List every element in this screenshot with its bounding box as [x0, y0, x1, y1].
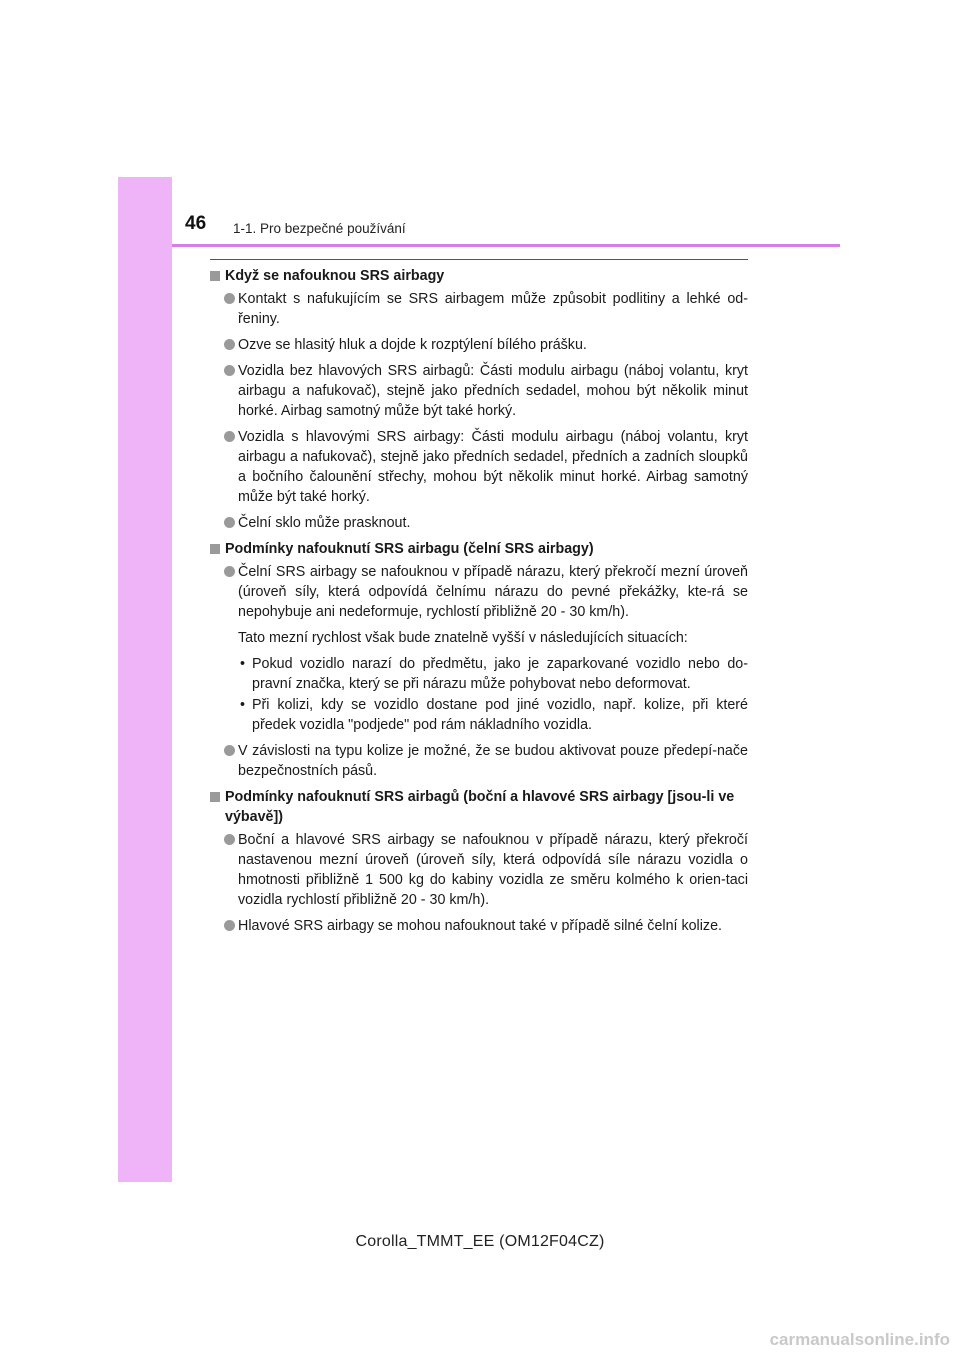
section-heading [210, 539, 748, 559]
list-item [210, 562, 748, 622]
list-item-text: Čelní SRS airbagy se nafouknou v případě nárazu, který překročí mezní úroveň (úroveň síly, která odpovídá čelnímu nárazu do pevné překážky, kte-rá se nepohybuje ani nedeformuje, rychlostí přibližně 20 - 30 km/h). [238, 564, 748, 620]
circle-bullet-icon [224, 517, 235, 528]
circle-bullet-icon [224, 431, 235, 442]
circle-bullet-icon [224, 920, 235, 931]
page-number: 46 [185, 213, 207, 234]
circle-bullet-icon [224, 566, 235, 577]
circle-bullet-icon [224, 365, 235, 376]
heading-text: Když se nafouknou SRS airbagy [225, 268, 445, 284]
dot-mark: • [240, 697, 246, 713]
list-item-text: Boční a hlavové SRS airbagy se nafouknou v případě nárazu, který překročí nastavenou mezní úroveň (úroveň síly, která odpovídá síle nárazu vozidla o hmotnosti přibližně 1 500 kg do kabiny vozidla ze směru kolmého k orien-taci vozidla rychlostí přibližně 20 - 30 km/h). [238, 832, 748, 908]
paragraph: Tato mezní rychlost však bude znatelně vyšší v následujících situacích: [238, 630, 688, 646]
list-item [210, 427, 748, 507]
circle-bullet-icon [224, 834, 235, 845]
side-tab [118, 177, 172, 1182]
page-content [210, 266, 748, 942]
list-item [210, 335, 748, 355]
sub-list-item [210, 654, 748, 694]
list-item-text: V závislosti na typu kolize je možné, že se budou aktivovat pouze předepí-nače bezpečnostních pásů. [238, 743, 748, 779]
sub-list-item [210, 695, 748, 735]
heading-text: Podmínky nafouknutí SRS airbagů (boční a hlavové SRS airbagy [jsou-li ve výbavě]) [225, 789, 735, 825]
list-item [210, 830, 748, 910]
circle-bullet-icon [224, 745, 235, 756]
list-item-text: Ozve se hlasitý hluk a dojde k rozptýlení bílého prášku. [238, 337, 587, 353]
circle-bullet-icon [224, 293, 235, 304]
footer-document-code: Corolla_TMMT_EE (OM12F04CZ) [355, 1233, 605, 1250]
list-item [210, 741, 748, 781]
dot-mark: • [240, 656, 246, 672]
list-item [210, 361, 748, 421]
list-item-text: Hlavové SRS airbagy se mohou nafouknout také v případě silné čelní kolize. [238, 918, 722, 934]
section-heading [210, 787, 748, 827]
list-item [210, 513, 748, 533]
list-item-text: Kontakt s nafukujícím se SRS airbagem může způsobit podlitiny a lehké od-řeniny. [238, 291, 748, 327]
watermark: carmanualsonline.info [769, 1330, 950, 1349]
list-item [210, 916, 748, 936]
square-bullet-icon [210, 271, 220, 281]
list-item-text: Vozidla bez hlavových SRS airbagů: Části modulu airbagu (náboj volantu, kryt airbagu a nafukovač), stejně jako předních sedadel, mohou být několik minut horké. Airbag samotný může být také horký. [238, 363, 748, 419]
list-item [210, 289, 748, 329]
heading-text: Podmínky nafouknutí SRS airbagu (čelní SRS airbagy) [225, 541, 594, 557]
list-item-text: Čelní sklo může prasknout. [238, 515, 411, 531]
square-bullet-icon [210, 544, 220, 554]
sub-list-item-text: Pokud vozidlo narazí do předmětu, jako je zaparkované vozidlo nebo do-pravní značka, který se při nárazu může pohybovat nebo deformovat. [252, 656, 748, 692]
content-rule [210, 259, 748, 260]
list-item-text: Vozidla s hlavovými SRS airbagy: Části modulu airbagu (náboj volantu, kryt airbagu a nafukovač), stejně jako předních sedadel, předních a zadních sloupků a bočního čalounění střechy, mohou být několik minut horké. Airbag samotný může být také horký. [238, 429, 748, 505]
sub-list-item-text: Při kolizi, kdy se vozidlo dostane pod jiné vozidlo, např. kolize, při které předek vozidla "podjede" pod rám nákladního vozidla. [252, 697, 748, 733]
circle-bullet-icon [224, 339, 235, 350]
header-rule [172, 244, 840, 247]
section-title: 1-1. Pro bezpečné používání [233, 221, 406, 236]
square-bullet-icon [210, 792, 220, 802]
section-heading [210, 266, 748, 286]
